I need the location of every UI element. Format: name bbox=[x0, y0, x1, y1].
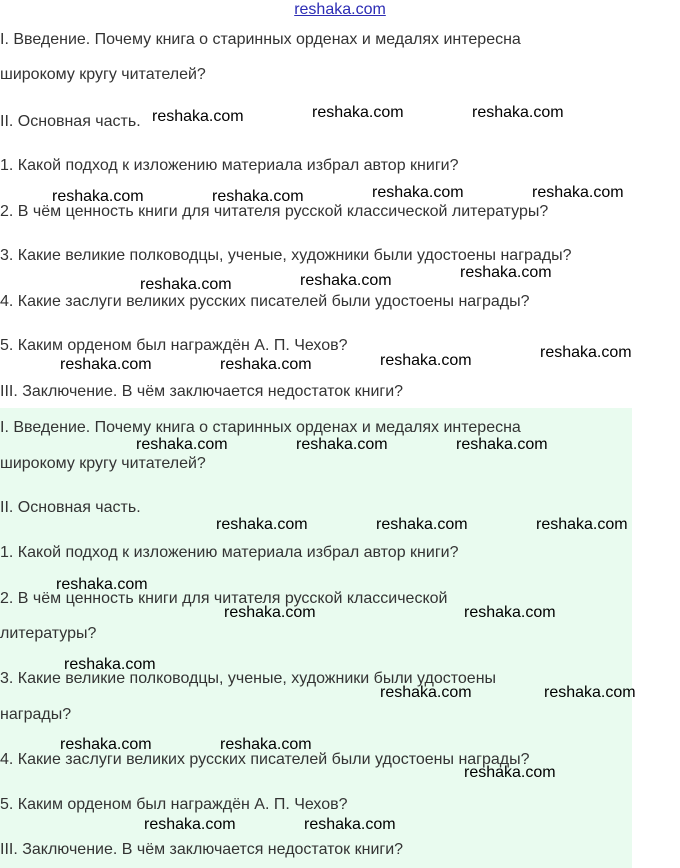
watermark: reshaka.com bbox=[460, 264, 552, 281]
plan-line-q1: 1. Какой подход к изложению материала избрал автор книги? bbox=[0, 157, 459, 174]
answer-line-q3: 3. Какие великие полководцы, ученые, художники были удостоены bbox=[0, 670, 497, 687]
plan-line-q5: 5. Каким орденом был награждён А. П. Чехов? bbox=[0, 337, 348, 354]
answer-line-main: II. Основная часть. bbox=[0, 499, 141, 516]
watermark: reshaka.com bbox=[380, 352, 472, 369]
watermark: reshaka.com bbox=[544, 684, 636, 701]
watermark: reshaka.com bbox=[220, 736, 312, 753]
watermark: reshaka.com bbox=[144, 816, 236, 833]
answer-line-conclusion: III. Заключение. В чём заключается недостаток книги? bbox=[0, 841, 404, 858]
watermark: reshaka.com bbox=[216, 516, 308, 533]
plan-line-q3: 3. Какие великие полководцы, ученые, художники были удостоены награды? bbox=[0, 247, 572, 264]
watermark: reshaka.com bbox=[212, 188, 304, 205]
watermark: reshaka.com bbox=[224, 604, 316, 621]
plan-line-intro: I. Введение. Почему книга о старинных орденах и медалях интересна bbox=[0, 31, 521, 48]
watermark: reshaka.com bbox=[136, 436, 228, 453]
answer-line-q5: 5. Каким орденом был награждён А. П. Чехов? bbox=[0, 796, 348, 813]
plan-line-conclusion: III. Заключение. В чём заключается недостаток книги? bbox=[0, 383, 404, 400]
watermark: reshaka.com bbox=[152, 108, 244, 125]
watermark: reshaka.com bbox=[64, 656, 156, 673]
plan-line-q4: 4. Какие заслуги великих русских писателей были удостоены награды? bbox=[0, 293, 530, 310]
watermark: reshaka.com bbox=[532, 184, 624, 201]
watermark: reshaka.com bbox=[376, 516, 468, 533]
watermark: reshaka.com bbox=[296, 436, 388, 453]
plan-line-intro-cont: широкому кругу читателей? bbox=[0, 66, 206, 83]
watermark: reshaka.com bbox=[464, 764, 556, 781]
watermark: reshaka.com bbox=[536, 516, 628, 533]
watermark: reshaka.com bbox=[56, 576, 148, 593]
watermark: reshaka.com bbox=[380, 684, 472, 701]
answer-line-q3-cont: награды? bbox=[0, 706, 72, 723]
answer-line-intro-cont: широкому кругу читателей? bbox=[0, 455, 206, 472]
watermark: reshaka.com bbox=[456, 436, 548, 453]
site-link[interactable]: reshaka.com bbox=[294, 1, 386, 18]
watermark: reshaka.com bbox=[220, 356, 312, 373]
watermark: reshaka.com bbox=[472, 104, 564, 121]
watermark: reshaka.com bbox=[464, 604, 556, 621]
answer-line-q1: 1. Какой подход к изложению материала избрал автор книги? bbox=[0, 544, 459, 561]
watermark: reshaka.com bbox=[52, 188, 144, 205]
watermark: reshaka.com bbox=[312, 104, 404, 121]
answer-line-q2: 2. В чём ценность книги для читателя русской классической bbox=[0, 590, 448, 607]
answer-line-intro: I. Введение. Почему книга о старинных орденах и медалях интересна bbox=[0, 419, 521, 436]
watermark: reshaka.com bbox=[300, 272, 392, 289]
watermark: reshaka.com bbox=[372, 184, 464, 201]
watermark: reshaka.com bbox=[60, 736, 152, 753]
watermark: reshaka.com bbox=[60, 356, 152, 373]
plan-line-main: II. Основная часть. bbox=[0, 113, 141, 130]
watermark: reshaka.com bbox=[540, 344, 632, 361]
watermark: reshaka.com bbox=[304, 816, 396, 833]
plan-line-q2: 2. В чём ценность книги для читателя русской классической литературы? bbox=[0, 203, 549, 220]
answer-line-q2-cont: литературы? bbox=[0, 625, 97, 642]
answer-line-q4: 4. Какие заслуги великих русских писателей были удостоены награды? bbox=[0, 751, 530, 768]
watermark: reshaka.com bbox=[140, 276, 232, 293]
